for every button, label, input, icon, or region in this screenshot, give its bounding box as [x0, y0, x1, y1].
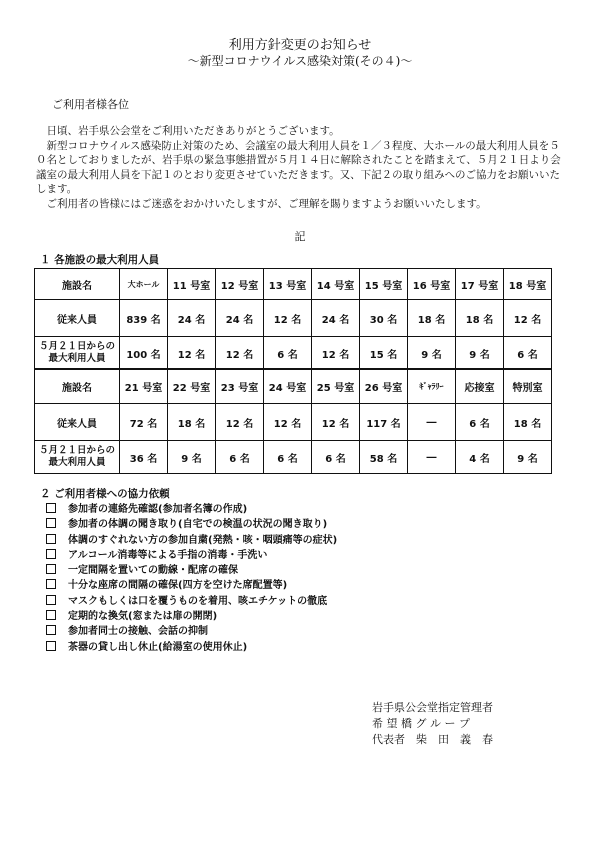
value-cell: 12 名	[264, 404, 312, 441]
table-row	[35, 441, 552, 474]
value-cell: 18 名	[168, 404, 216, 441]
table-header-cell: 施設名	[35, 269, 120, 300]
facility-cell: 24 号室	[264, 369, 312, 404]
value-cell: 6 名	[504, 337, 552, 370]
facility-cell: ｷﾞｬﾗﾘｰ	[408, 369, 456, 404]
request-list	[46, 502, 337, 655]
row-label-before: 従来人員	[35, 404, 120, 441]
table-row	[35, 300, 552, 337]
section1-title: １ 各施設の最大利用人員	[40, 254, 160, 266]
list-item	[46, 502, 337, 517]
paragraph-greeting: 日頃、岩手県公会堂をご利用いただきありがとうございます。	[46, 125, 340, 137]
value-cell: 6 名	[312, 441, 360, 474]
value-cell: 12 名	[504, 300, 552, 337]
value-cell: 24 名	[168, 300, 216, 337]
value-cell: 24 名	[216, 300, 264, 337]
value-cell: 839 名	[120, 300, 168, 337]
facility-cell: 11 号室	[168, 269, 216, 300]
value-cell: 30 名	[360, 300, 408, 337]
checkbox-icon	[46, 595, 56, 605]
request-text: 参加者の体調の聞き取り(自宅での検温の状況の聞き取り)	[68, 519, 328, 531]
value-cell: 6 名	[264, 337, 312, 370]
list-item	[46, 594, 337, 609]
table-row	[35, 269, 552, 300]
value-cell: 12 名	[216, 337, 264, 370]
request-text: 十分な座席の間隔の確保(四方を空けた席配置等)	[68, 580, 288, 592]
list-item	[46, 624, 337, 639]
checkbox-icon	[46, 549, 56, 559]
facility-cell: 21 号室	[120, 369, 168, 404]
signature-organization: 岩手県公会堂指定管理者	[372, 701, 493, 714]
list-item	[46, 609, 337, 624]
request-text: アルコール消毒等による手指の消毒・手洗い	[68, 549, 268, 561]
list-item	[46, 548, 337, 563]
addressee: ご利用者様各位	[52, 98, 129, 111]
notice-subtitle: ～新型コロナウイルス感染対策(その４)～	[187, 54, 413, 68]
value-cell: 6 名	[216, 441, 264, 474]
list-item	[46, 533, 337, 548]
facility-cell: 13 号室	[264, 269, 312, 300]
facility-cell: 15 号室	[360, 269, 408, 300]
value-cell: 100 名	[120, 337, 168, 370]
value-cell: 36 名	[120, 441, 168, 474]
value-cell: 117 名	[360, 404, 408, 441]
value-cell: 72 名	[120, 404, 168, 441]
value-cell: 24 名	[312, 300, 360, 337]
value-cell: 12 名	[312, 404, 360, 441]
facility-cell: 26 号室	[360, 369, 408, 404]
value-cell: 9 名	[456, 337, 504, 370]
row-label-after-line2: 最大利用人員	[48, 353, 106, 364]
facility-cell: 18 号室	[504, 269, 552, 300]
checkbox-icon	[46, 564, 56, 574]
value-cell: 9 名	[168, 441, 216, 474]
checkbox-icon	[46, 579, 56, 589]
notice-title: 利用方針変更のお知らせ	[228, 38, 372, 53]
table-row	[35, 337, 552, 370]
request-text: 参加者同士の接触、会話の抑制	[68, 626, 208, 638]
request-text: 参加者の連絡先確認(参加者名簿の作成)	[68, 504, 248, 515]
capacity-table-2	[34, 368, 552, 474]
row-label-before: 従来人員	[35, 300, 120, 337]
capacity-table-1	[34, 268, 552, 370]
request-text: 定期的な換気(窓または扉の開閉)	[68, 611, 218, 623]
value-cell: 9 名	[504, 441, 552, 474]
body-text	[36, 124, 566, 211]
list-item	[46, 578, 337, 593]
list-item	[46, 563, 337, 578]
facility-cell: 特別室	[504, 369, 552, 404]
facility-cell: 17 号室	[456, 269, 504, 300]
signature-representative: 代表者 柴 田 義 春	[372, 733, 493, 746]
facility-cell: 14 号室	[312, 269, 360, 300]
value-cell: 12 名	[168, 337, 216, 370]
value-cell: 18 名	[456, 300, 504, 337]
facility-cell: 23 号室	[216, 369, 264, 404]
list-item	[46, 640, 337, 655]
checkbox-icon	[46, 534, 56, 544]
request-text: 一定間隔を置いての動線・配席の確保	[68, 565, 238, 577]
section2-title: ２ ご利用者様への協力依頼	[40, 488, 170, 500]
row-label-after	[35, 441, 120, 474]
facility-cell: 12 号室	[216, 269, 264, 300]
value-cell: 6 名	[456, 404, 504, 441]
paragraph-policy: 新型コロナウイルス感染防止対策のため、会議室の最大利用人員を１／３程度、大ホールの最大利用人員を５０名としておりましたが、岩手県の緊急事態措置が５月１４日に解除されたことを踏まえて、５月２１日より会議室の最大利用人員を下記１のとおり変更させていただきます。又、下記２の取り組みへのご協力をお願いいたします。	[36, 139, 561, 195]
row-label-after-line1: ５月２１日からの	[38, 445, 115, 456]
table-row	[35, 369, 552, 404]
facility-cell: 25 号室	[312, 369, 360, 404]
facility-cell: 大ホール	[120, 269, 168, 300]
value-cell: ―	[408, 441, 456, 474]
request-text: マスクもしくは口を覆うものを着用、咳エチケットの徹底	[68, 595, 328, 607]
checkbox-icon	[46, 518, 56, 528]
value-cell: 58 名	[360, 441, 408, 474]
value-cell: 12 名	[216, 404, 264, 441]
table-row	[35, 404, 552, 441]
value-cell: ―	[408, 404, 456, 441]
value-cell: 15 名	[360, 337, 408, 370]
list-item	[46, 517, 337, 532]
value-cell: 6 名	[264, 441, 312, 474]
facility-cell: 22 号室	[168, 369, 216, 404]
ki-marker: 記	[294, 230, 306, 243]
checkbox-icon	[46, 610, 56, 620]
request-text: 茶器の貸し出し休止(給湯室の使用休止)	[68, 641, 248, 653]
facility-cell: 16 号室	[408, 269, 456, 300]
value-cell: 9 名	[408, 337, 456, 370]
row-label-after	[35, 337, 120, 370]
request-text: 体調のすぐれない方の参加自粛(発熱・咳・咽頭痛等の症状)	[68, 534, 338, 546]
value-cell: 18 名	[504, 404, 552, 441]
facility-cell: 応接室	[456, 369, 504, 404]
row-label-after-line1: ５月２１日からの	[38, 341, 115, 352]
checkbox-icon	[46, 641, 56, 651]
value-cell: 4 名	[456, 441, 504, 474]
signature-group: 希 望 橋 グ ル ー プ	[372, 717, 470, 730]
row-label-after-line2: 最大利用人員	[48, 457, 106, 468]
value-cell: 12 名	[264, 300, 312, 337]
table-header-cell: 施設名	[35, 369, 120, 404]
value-cell: 12 名	[312, 337, 360, 370]
paragraph-apology: ご利用者の皆様にはご迷惑をおかけいたしますが、ご理解を賜りますようお願いいたします。	[46, 197, 487, 210]
checkbox-icon	[46, 503, 56, 513]
checkbox-icon	[46, 625, 56, 635]
value-cell: 18 名	[408, 300, 456, 337]
